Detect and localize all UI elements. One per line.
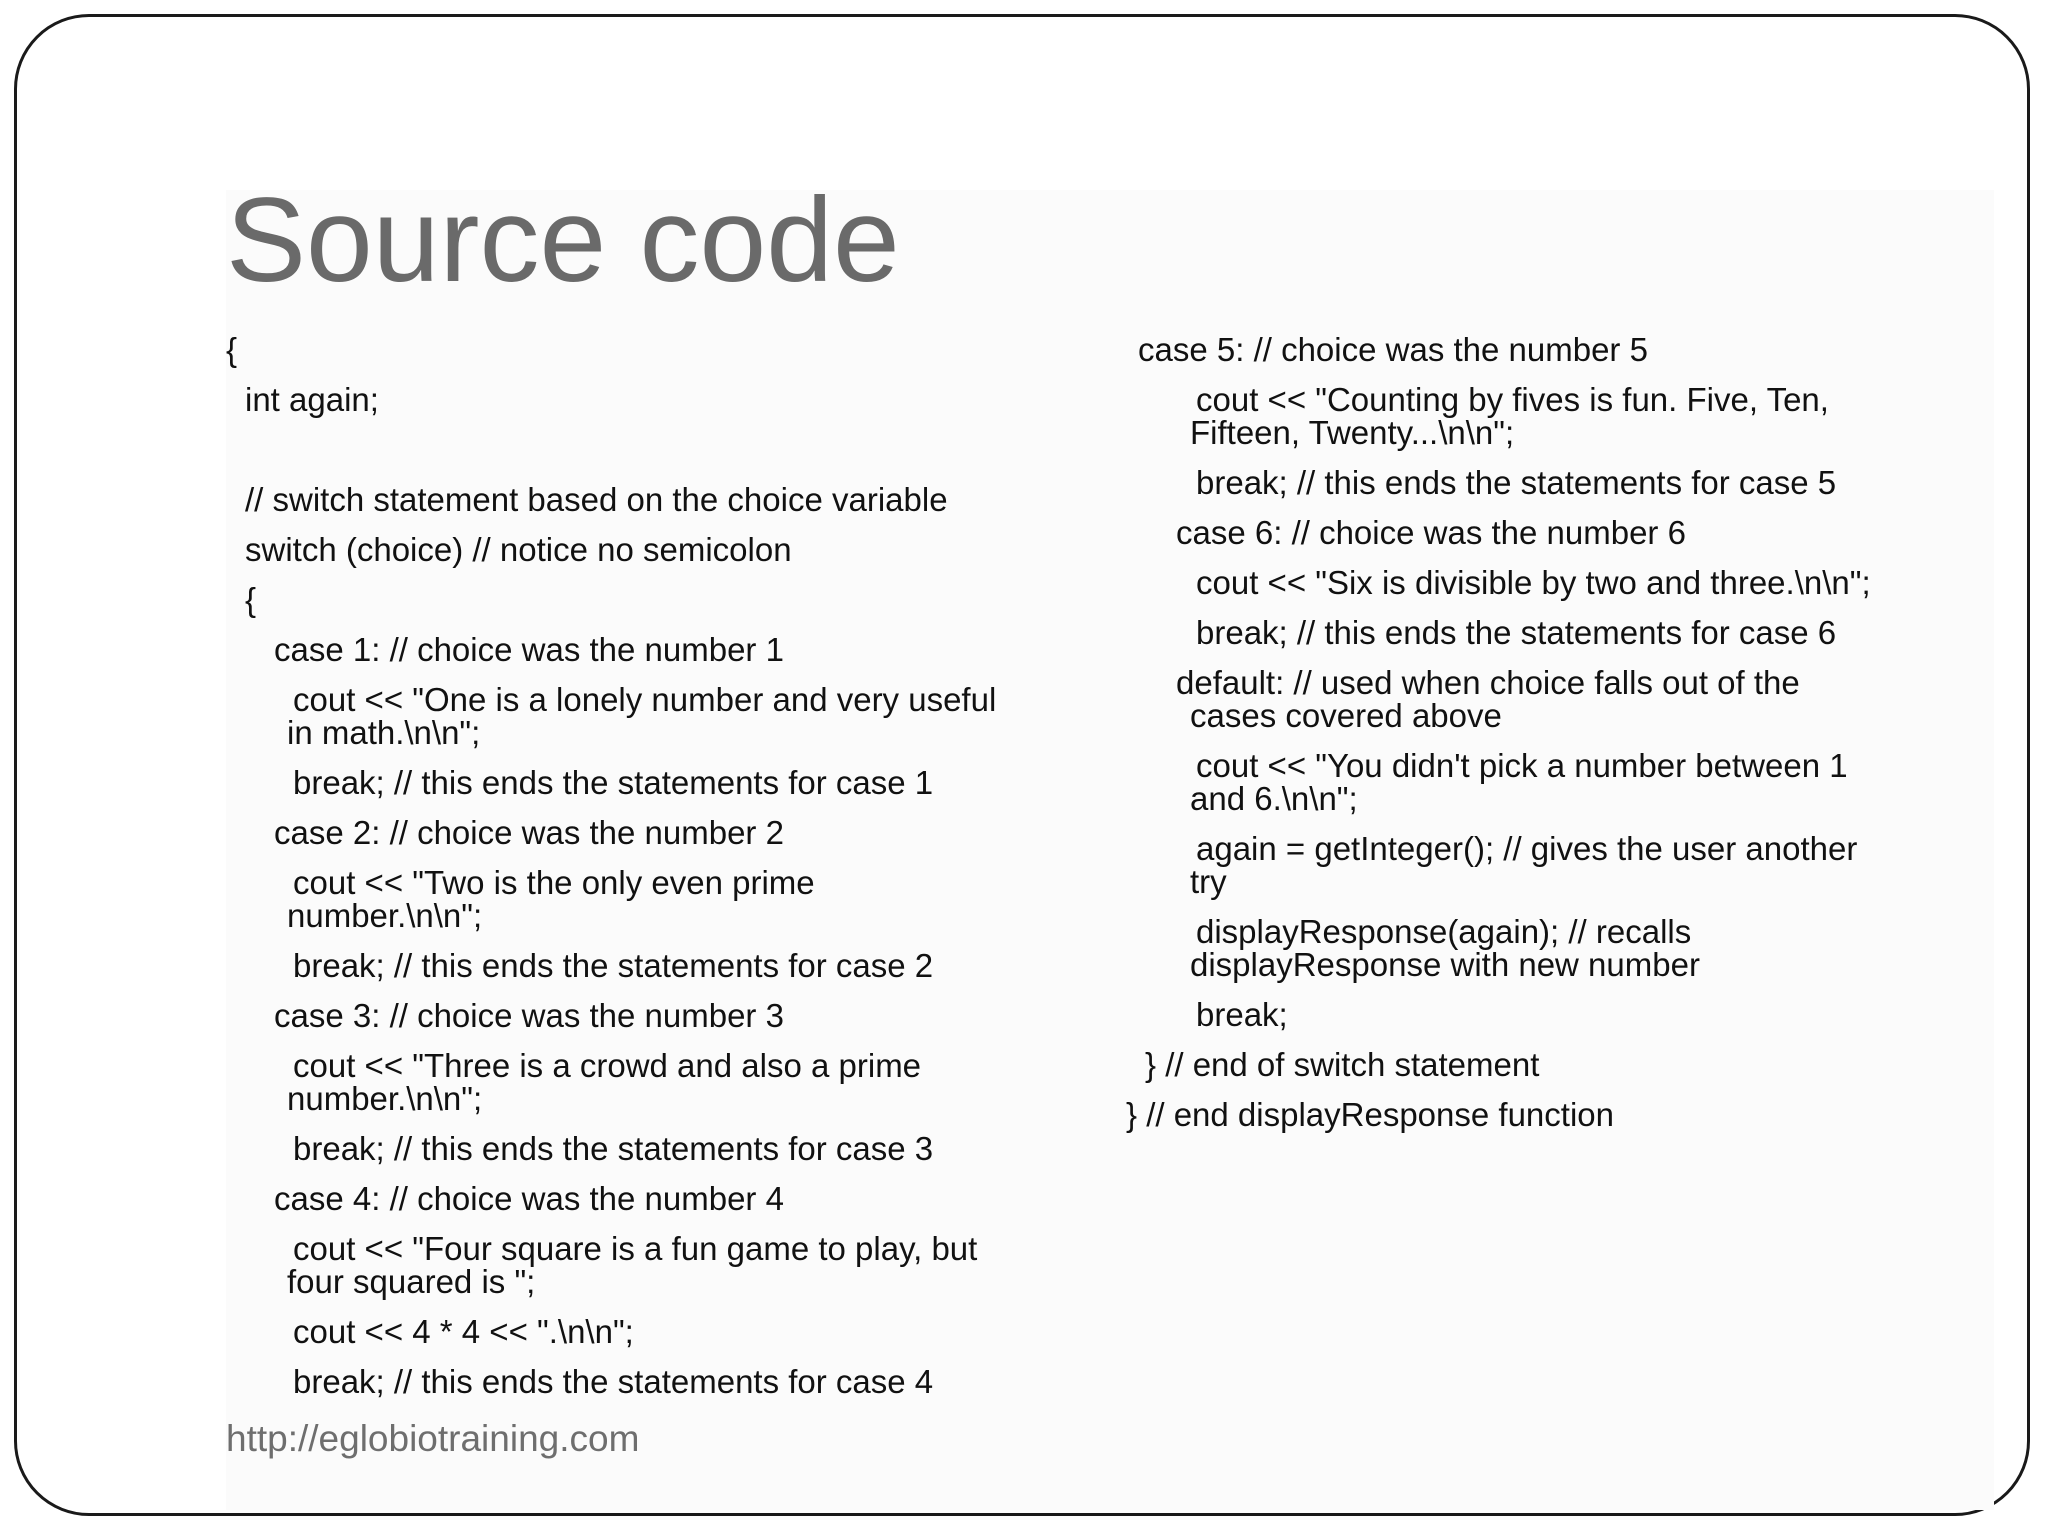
code-line: four squared is ";: [287, 1263, 536, 1300]
code-line: in math.\n\n";: [287, 714, 481, 751]
code-line: case 1: // choice was the number 1: [274, 631, 784, 668]
code-line: cout << "Six is divisible by two and three.\n\n";: [1196, 564, 1871, 601]
code-line: case 4: // choice was the number 4: [274, 1180, 784, 1217]
code-line: cases covered above: [1190, 697, 1502, 734]
code-line: cout << "Counting by fives is fun. Five, Ten,: [1196, 381, 1829, 418]
code-line: break; // this ends the statements for case 3: [293, 1130, 934, 1167]
code-line: number.\n\n";: [287, 1080, 483, 1117]
code-line: break; // this ends the statements for case 5: [1196, 464, 1837, 501]
code-line: {: [245, 581, 257, 618]
code-line: cout << "Four square is a fun game to play, but: [293, 1230, 978, 1267]
code-line: break; // this ends the statements for case 6: [1196, 614, 1837, 651]
code-line: Fifteen, Twenty...\n\n";: [1190, 414, 1515, 451]
code-line: break; // this ends the statements for case 4: [293, 1363, 934, 1400]
code-line: and 6.\n\n";: [1190, 780, 1358, 817]
code-line: displayResponse with new number: [1190, 946, 1700, 983]
code-line: try: [1190, 863, 1227, 900]
code-line: switch (choice) // notice no semicolon: [245, 531, 792, 568]
code-line: cout << "You didn't pick a number between 1: [1196, 747, 1848, 784]
code-line: case 3: // choice was the number 3: [274, 997, 784, 1034]
code-line: cout << 4 * 4 << ".\n\n";: [293, 1313, 634, 1350]
code-line: cout << "Three is a crowd and also a prime: [293, 1047, 922, 1084]
code-line: case 6: // choice was the number 6: [1176, 514, 1686, 551]
code-line: cout << "One is a lonely number and very useful: [293, 681, 997, 718]
footer-url: http://eglobiotraining.com: [226, 1418, 640, 1459]
code-line: default: // used when choice falls out of the: [1176, 664, 1800, 701]
code-line: again = getInteger(); // gives the user another: [1196, 830, 1858, 867]
code-line: } // end displayResponse function: [1126, 1096, 1614, 1133]
code-line: number.\n\n";: [287, 897, 483, 934]
slide-title: Source code: [226, 173, 900, 307]
code-line: break; // this ends the statements for case 2: [293, 947, 934, 984]
code-line: cout << "Two is the only even prime: [293, 864, 815, 901]
code-line: case 5: // choice was the number 5: [1138, 331, 1648, 368]
code-line: int again;: [245, 381, 379, 418]
code-line: {: [226, 331, 238, 368]
code-line: } // end of switch statement: [1145, 1046, 1540, 1083]
code-line: break;: [1196, 996, 1288, 1033]
code-line: case 2: // choice was the number 2: [274, 814, 784, 851]
code-line: displayResponse(again); // recalls: [1196, 913, 1692, 950]
code-line: break; // this ends the statements for case 1: [293, 764, 934, 801]
code-line: // switch statement based on the choice variable: [245, 481, 948, 518]
